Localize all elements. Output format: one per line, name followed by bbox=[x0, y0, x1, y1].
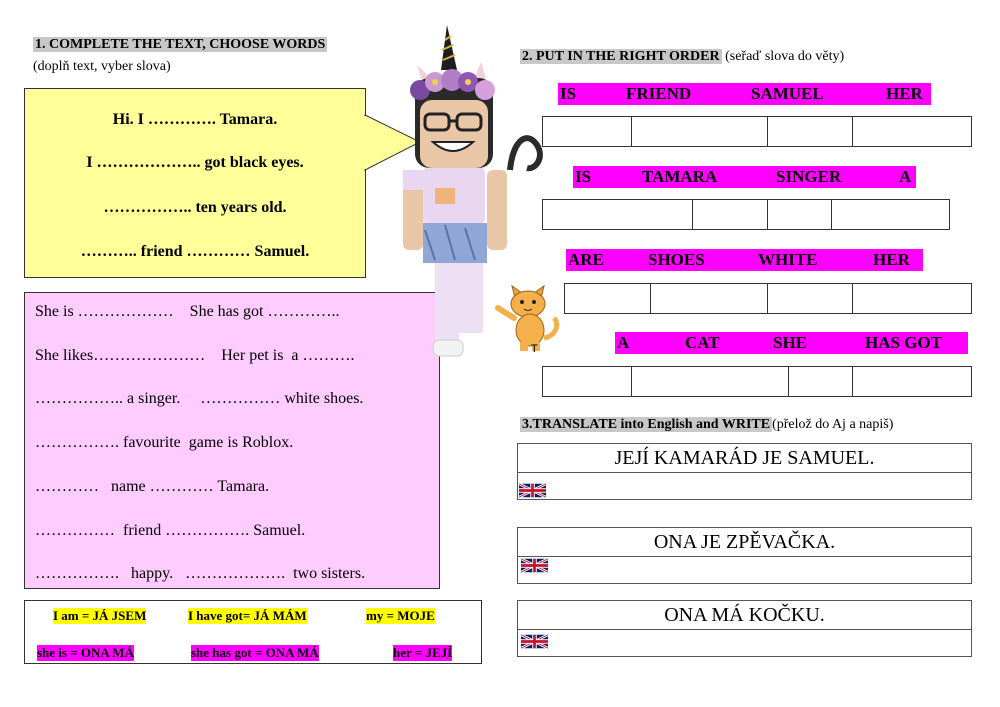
word-bar-1 bbox=[558, 83, 931, 105]
vocab-she-is: she is = ONA MÁ bbox=[37, 645, 134, 660]
answer-cell[interactable] bbox=[651, 284, 768, 313]
bubble-line-2: I ……………….. got black eyes. bbox=[86, 154, 304, 171]
section3-subtitle: (přelož do Aj a napiš) bbox=[772, 417, 894, 432]
vocab-she-has-got: she has got = ONA MÁ bbox=[191, 645, 319, 660]
word-bar-3 bbox=[566, 249, 923, 271]
answer-cell[interactable] bbox=[543, 117, 632, 146]
answer-cell[interactable] bbox=[632, 367, 789, 396]
pink-line-1: She is ……………… She has got ………….. bbox=[35, 303, 340, 320]
bubble-line-3: …………….. ten years old. bbox=[103, 199, 287, 216]
answer-cell[interactable] bbox=[853, 367, 971, 396]
answer-line-3[interactable] bbox=[518, 630, 971, 656]
answer-cell[interactable] bbox=[565, 284, 651, 313]
answer-grid-3[interactable] bbox=[564, 283, 972, 314]
pink-line-5: ………… name ………… Tamara. bbox=[35, 478, 270, 495]
bubble-line-4: ……….. friend ………… Samuel. bbox=[80, 243, 310, 260]
pink-line-3: …………….. a singer. …………… white shoes. bbox=[35, 390, 364, 407]
answer-cell[interactable] bbox=[768, 200, 832, 229]
answer-cell[interactable] bbox=[789, 367, 853, 396]
czech-sentence-2: ONA JE ZPĚVAČKA. bbox=[518, 528, 971, 557]
speech-bubble bbox=[24, 88, 366, 278]
word: SHE bbox=[773, 333, 808, 352]
word: SAMUEL bbox=[751, 84, 824, 103]
answer-cell[interactable] bbox=[632, 117, 768, 146]
pink-line-4: ……………. favourite game is Roblox. bbox=[35, 434, 294, 451]
answer-cell[interactable] bbox=[853, 117, 971, 146]
word: FRIEND bbox=[626, 84, 692, 103]
section3-title: 3.TRANSLATE into English and WRITE bbox=[522, 417, 771, 432]
word: A bbox=[899, 167, 912, 186]
answer-cell[interactable] bbox=[543, 200, 693, 229]
word: IS bbox=[575, 167, 592, 186]
uk-flag-icon bbox=[519, 483, 546, 498]
translate-box-2 bbox=[517, 527, 972, 584]
cat-label: T bbox=[531, 343, 538, 355]
answer-cell[interactable] bbox=[832, 200, 949, 229]
word: WHITE bbox=[758, 250, 818, 269]
answer-grid-2[interactable] bbox=[542, 199, 950, 230]
answer-grid-1[interactable] bbox=[542, 116, 972, 147]
answer-cell[interactable] bbox=[768, 284, 853, 313]
section1-subtitle: (doplň text, vyber slova) bbox=[33, 59, 171, 74]
word: CAT bbox=[685, 333, 720, 352]
word: SINGER bbox=[776, 167, 842, 186]
section2-header bbox=[520, 47, 844, 65]
answer-cell[interactable] bbox=[768, 117, 853, 146]
bubble-line-1: Hi. I …………. Tamara. bbox=[112, 111, 278, 128]
word-bar-4 bbox=[615, 332, 968, 354]
translate-box-3 bbox=[517, 600, 972, 657]
czech-sentence-3: ONA MÁ KOČKU. bbox=[518, 601, 971, 630]
vocabulary-box bbox=[24, 600, 482, 664]
section1-header bbox=[33, 35, 327, 53]
vocab-my: my = MOJE bbox=[366, 608, 435, 623]
pink-line-6: …………… friend ……………. Samuel. bbox=[35, 522, 306, 539]
answer-line-1[interactable] bbox=[518, 473, 971, 499]
complete-sentences-box bbox=[24, 292, 440, 589]
czech-sentence-1: JEJÍ KAMARÁD JE SAMUEL. bbox=[518, 444, 971, 473]
answer-cell[interactable] bbox=[543, 367, 632, 396]
word: IS bbox=[560, 84, 577, 103]
word: HAS GOT bbox=[865, 333, 942, 352]
pink-line-2: She likes………………… Her pet is a ………. bbox=[35, 347, 355, 364]
uk-flag-icon bbox=[521, 558, 548, 573]
word: HER bbox=[873, 250, 910, 269]
word: A bbox=[617, 333, 630, 352]
word: ARE bbox=[568, 250, 604, 269]
section3-header bbox=[520, 415, 893, 433]
vocab-i-am: I am = JÁ JSEM bbox=[53, 608, 147, 623]
word: SHOES bbox=[648, 250, 705, 269]
answer-grid-4[interactable] bbox=[542, 366, 972, 397]
vocab-i-have-got: I have got= JÁ MÁM bbox=[188, 608, 307, 623]
answer-cell[interactable] bbox=[693, 200, 768, 229]
section2-title: 2. PUT IN THE RIGHT ORDER bbox=[522, 49, 720, 64]
answer-line-2[interactable] bbox=[518, 557, 971, 583]
pink-line-7: ……………. happy. ………………. two sisters. bbox=[35, 565, 366, 582]
section1-title: 1. COMPLETE THE TEXT, CHOOSE WORDS bbox=[35, 37, 326, 52]
word-bar-2 bbox=[573, 166, 916, 188]
uk-flag-icon bbox=[521, 634, 548, 649]
word: HER bbox=[886, 84, 923, 103]
answer-cell[interactable] bbox=[853, 284, 971, 313]
cat-illustration bbox=[494, 280, 564, 352]
word: TAMARA bbox=[642, 167, 718, 186]
translate-box-1 bbox=[517, 443, 972, 500]
vocab-her: her = JEJÍ bbox=[393, 645, 453, 660]
section2-subtitle: (seřaď slova do věty) bbox=[721, 49, 845, 64]
